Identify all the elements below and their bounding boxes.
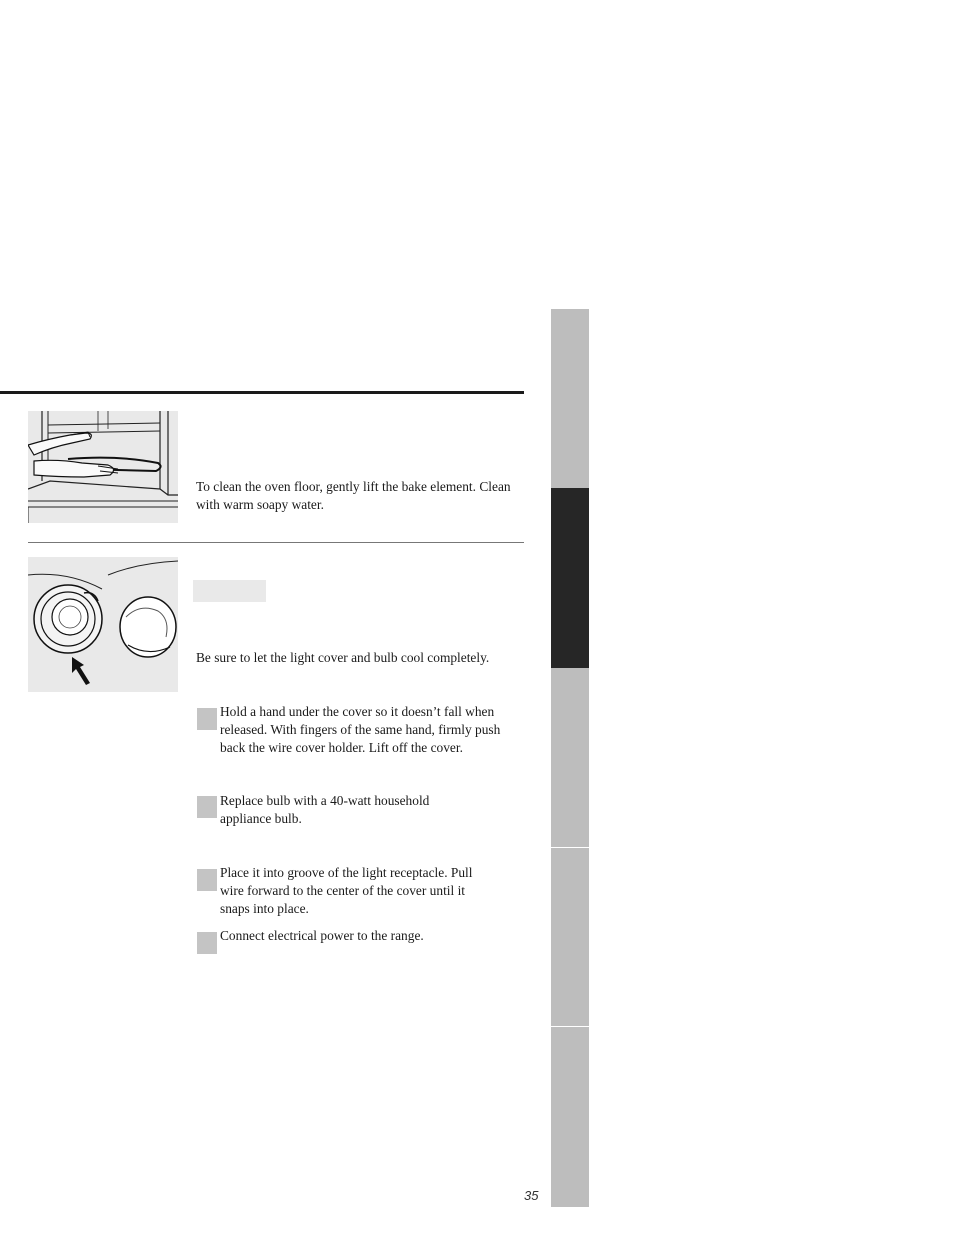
section-label-box <box>193 580 266 602</box>
step-marker <box>197 708 217 730</box>
section-tab-1[interactable] <box>551 309 589 488</box>
oven-floor-illustration <box>28 411 178 523</box>
section-divider-top <box>0 391 524 394</box>
tab-divider <box>551 847 589 848</box>
section-tab-3[interactable] <box>551 668 589 847</box>
step-replace-bulb: Replace bulb with a 40-watt household appliance bulb. <box>220 793 430 826</box>
section-tab-strip <box>551 309 589 1207</box>
section-divider <box>28 542 524 543</box>
step-marker <box>197 932 217 954</box>
step-replace-cover: Place it into groove of the light receptacle. Pull wire forward to the center of the cover until it snaps into place. <box>220 865 473 916</box>
oven-light-illustration <box>28 557 178 692</box>
step-marker <box>197 796 217 818</box>
step-remove-cover: Hold a hand under the cover so it doesn’t fall when released. With fingers of the same hand, firmly push back the wire cover holder. Lift off the cover. <box>220 704 501 755</box>
step-connect-power: Connect electrical power to the range. <box>220 928 424 943</box>
cool-down-note: Be sure to let the light cover and bulb cool completely. <box>196 650 490 665</box>
oven-floor-instructions: To clean the oven floor, gently lift the bake element. Clean with warm soapy water. <box>196 479 511 512</box>
tab-divider <box>551 1026 589 1027</box>
section-tab-4[interactable] <box>551 847 589 1027</box>
section-tab-2-active[interactable] <box>551 488 589 668</box>
step-marker <box>197 869 217 891</box>
section-tab-5[interactable] <box>551 1027 589 1207</box>
page-number: 35 <box>524 1188 539 1203</box>
